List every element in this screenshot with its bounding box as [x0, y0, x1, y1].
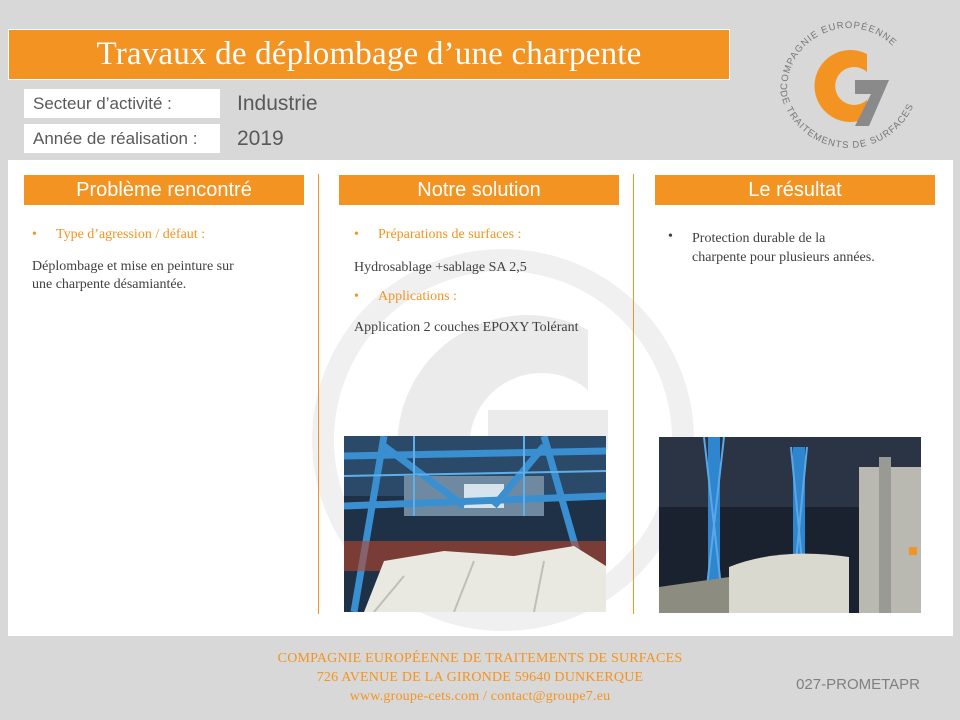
problem-description	[32, 258, 234, 294]
year-value: 2019	[237, 127, 284, 150]
bullet-icon: •	[354, 227, 359, 242]
bullet-icon: •	[32, 227, 37, 242]
logo-seven-shape	[855, 80, 889, 126]
problem-header: Problème rencontré	[24, 175, 304, 205]
column-divider	[318, 174, 319, 614]
sector-value: Industrie	[237, 92, 318, 115]
footer-contacts[interactable]: www.groupe-cets.com / contact@groupe7.eu	[349, 689, 611, 704]
result-text-line1: Protection durable de la	[692, 231, 826, 246]
problem-text-line2: une charpente désamiantée.	[32, 277, 187, 292]
page-title-bar	[8, 29, 730, 80]
solution-bullet-1-text: Préparations de surfaces :	[378, 227, 522, 242]
solution-text-1: Hydrosablage +sablage SA 2,5	[354, 260, 527, 275]
result-photo	[659, 437, 921, 613]
content-panel	[8, 160, 953, 636]
column-divider	[633, 174, 634, 614]
problem-bullet-text: Type d’agression / défaut :	[56, 227, 206, 242]
solution-bullet-1	[354, 227, 521, 243]
logo-arc-bottom: DE TRAITEMENTS DE SURFACES	[777, 89, 917, 152]
solution-photo	[344, 436, 606, 612]
solution-header: Notre solution	[339, 175, 619, 205]
solution-text-2: Application 2 couches EPOXY Tolérant	[354, 320, 579, 335]
result-text-line2: charpente pour plusieurs années.	[692, 250, 875, 265]
bullet-icon: •	[668, 229, 673, 244]
footer-address: 726 AVENUE DE LA GIRONDE 59640 DUNKERQUE	[316, 670, 644, 685]
result-header: Le résultat	[655, 175, 935, 205]
logo-arc-top: COMPAGNIE EUROPÉENNE	[778, 19, 899, 91]
sector-label: Secteur d’activité :	[24, 89, 220, 118]
bullet-icon: •	[354, 289, 359, 304]
footer-company: COMPAGNIE EUROPÉENNE DE TRAITEMENTS DE SURFACES	[277, 651, 683, 666]
solution-bullet-2-text: Applications :	[378, 289, 457, 304]
problem-text-line1: Déplombage et mise en peinture sur	[32, 259, 234, 274]
solution-bullet-2	[354, 289, 457, 305]
document-reference: 027-PROMETAPR	[796, 676, 920, 693]
problem-bullet	[32, 227, 205, 243]
result-bullet	[668, 229, 875, 267]
page-title: Travaux de déplombage d’une charpente	[96, 36, 642, 72]
result-bullet-text	[692, 229, 875, 267]
company-logo	[765, 8, 933, 160]
year-label: Année de réalisation :	[24, 124, 220, 153]
